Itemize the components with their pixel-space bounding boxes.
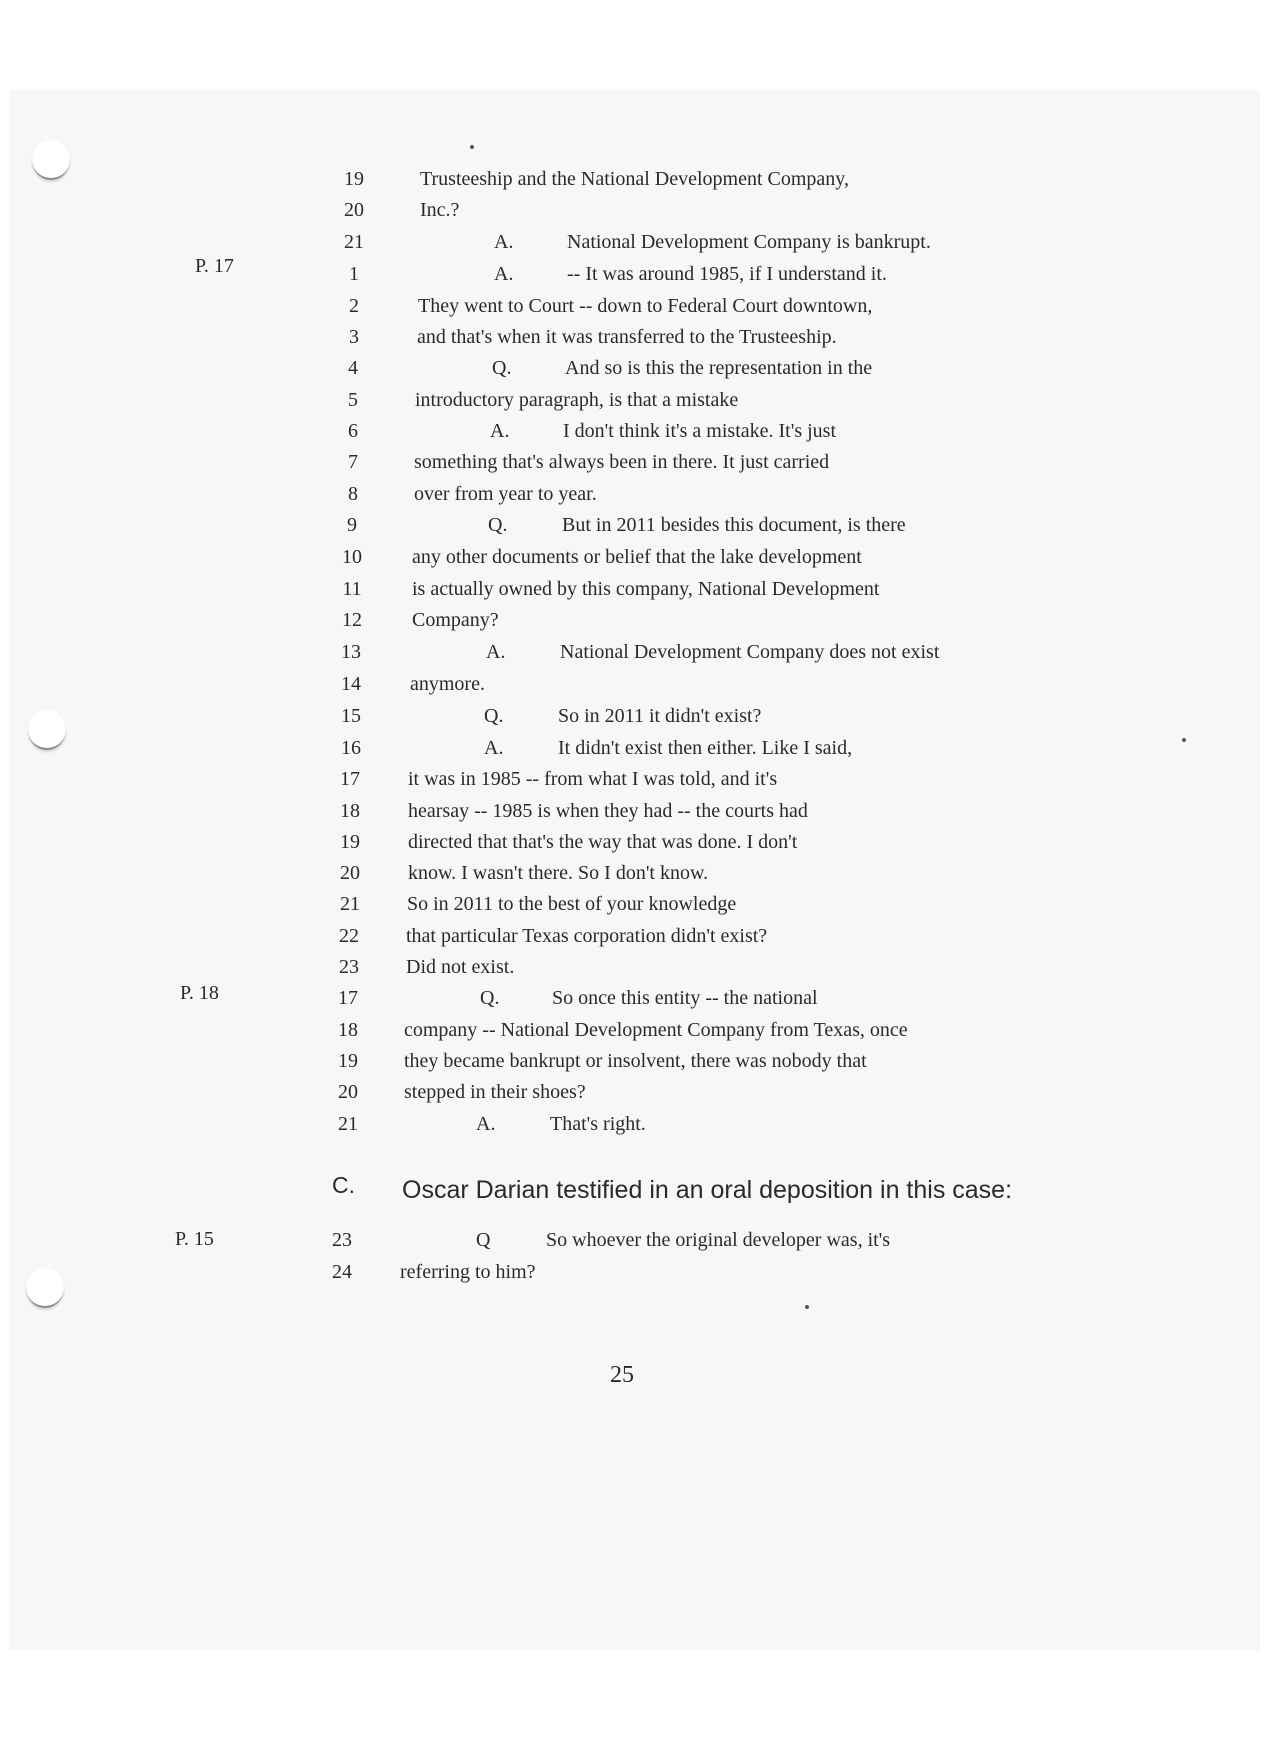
line-number: 3 (349, 326, 359, 348)
line-text: company -- National Development Company from Texas, once (404, 1019, 908, 1041)
line-number: 15 (341, 705, 361, 727)
line-text: So in 2011 it didn't exist? (558, 705, 762, 727)
line-text: Did not exist. (406, 956, 515, 978)
line-number: 13 (341, 641, 361, 663)
line-text: stepped in their shoes? (404, 1081, 586, 1103)
line-text: know. I wasn't there. So I don't know. (408, 862, 709, 884)
line-number: 10 (342, 546, 362, 568)
line-number: 18 (338, 1019, 358, 1041)
question-marker: Q. (492, 357, 512, 379)
line-text: Inc.? (420, 199, 460, 221)
line-number: 20 (340, 862, 360, 884)
line-number: 24 (332, 1261, 352, 1283)
page-reference: P. 17 (195, 255, 234, 277)
line-text: and that's when it was transferred to the Trusteeship. (417, 326, 837, 348)
line-text: That's right. (550, 1113, 646, 1135)
line-text: anymore. (410, 673, 485, 695)
question-marker: Q. (484, 705, 504, 727)
line-text: They went to Court -- down to Federal Court downtown, (418, 295, 873, 317)
line-text: referring to him? (400, 1261, 536, 1283)
question-marker: Q. (480, 987, 500, 1009)
line-text: So once this entity -- the national (552, 987, 818, 1009)
line-number: 11 (342, 578, 362, 600)
line-text: But in 2011 besides this document, is there (562, 514, 906, 536)
line-number: 21 (340, 893, 360, 915)
line-number: 5 (348, 389, 358, 411)
scan-speck (1182, 738, 1186, 742)
line-number: 17 (340, 768, 360, 790)
line-text: And so is this the representation in the (565, 357, 873, 379)
page-reference: P. 18 (180, 982, 219, 1004)
answer-marker: A. (476, 1113, 496, 1135)
line-number: 2 (349, 295, 359, 317)
line-number: 21 (338, 1113, 358, 1135)
line-text: hearsay -- 1985 is when they had -- the courts had (408, 800, 808, 822)
line-text: Trusteeship and the National Development Company, (420, 168, 850, 190)
line-number: 19 (340, 831, 360, 853)
line-number: 18 (340, 800, 360, 822)
page-reference: P. 15 (175, 1228, 214, 1250)
section-heading: Oscar Darian testified in an oral deposition in this case: (402, 1176, 1013, 1204)
answer-marker: A. (490, 420, 510, 442)
line-text: it was in 1985 -- from what I was told, and it's (408, 768, 778, 790)
line-number: 17 (338, 987, 358, 1009)
line-number: 23 (332, 1229, 352, 1251)
question-marker: Q. (488, 514, 508, 536)
line-text: is actually owned by this company, National Development (412, 578, 880, 600)
line-text: Company? (412, 609, 499, 631)
binder-hole (26, 1268, 64, 1308)
line-number: 1 (349, 263, 359, 285)
question-marker: Q (476, 1229, 491, 1251)
line-text: that particular Texas corporation didn't exist? (406, 925, 768, 947)
line-number: 8 (348, 483, 358, 505)
line-number: 12 (342, 609, 362, 631)
line-text: I don't think it's a mistake. It's just (563, 420, 837, 442)
line-number: 9 (347, 514, 357, 536)
line-text: any other documents or belief that the lake development (412, 546, 862, 568)
line-number: 6 (348, 420, 358, 442)
binder-hole (32, 140, 70, 180)
section-label: C. (332, 1172, 355, 1198)
line-number: 23 (339, 956, 359, 978)
document-page (10, 90, 1260, 1650)
line-text: It didn't exist then either. Like I said, (558, 737, 853, 759)
line-number: 14 (341, 673, 361, 695)
line-text: they became bankrupt or insolvent, there was nobody that (404, 1050, 867, 1072)
answer-marker: A. (494, 231, 514, 253)
page-number: 25 (610, 1362, 634, 1388)
line-number: 19 (344, 168, 364, 190)
answer-marker: A. (484, 737, 504, 759)
line-text: over from year to year. (414, 483, 597, 505)
line-text: National Development Company does not exist (560, 641, 940, 663)
line-number: 19 (338, 1050, 358, 1072)
line-text: directed that that's the way that was done. I don't (408, 831, 798, 853)
line-number: 20 (344, 199, 364, 221)
line-number: 16 (341, 737, 361, 759)
line-number: 7 (348, 451, 358, 473)
line-text: So in 2011 to the best of your knowledge (407, 893, 737, 915)
binder-hole (28, 710, 66, 750)
scan-speck (470, 145, 474, 149)
line-number: 4 (348, 357, 358, 379)
line-text: introductory paragraph, is that a mistake (415, 389, 739, 411)
answer-marker: A. (486, 641, 506, 663)
line-text: National Development Company is bankrupt. (567, 231, 931, 253)
answer-marker: A. (494, 263, 514, 285)
line-number: 22 (339, 925, 359, 947)
line-text: So whoever the original developer was, it's (546, 1229, 891, 1251)
line-number: 20 (338, 1081, 358, 1103)
line-text: -- It was around 1985, if I understand it. (567, 263, 887, 285)
scan-speck (805, 1305, 809, 1309)
line-number: 21 (344, 231, 364, 253)
line-text: something that's always been in there. It just carried (414, 451, 830, 473)
